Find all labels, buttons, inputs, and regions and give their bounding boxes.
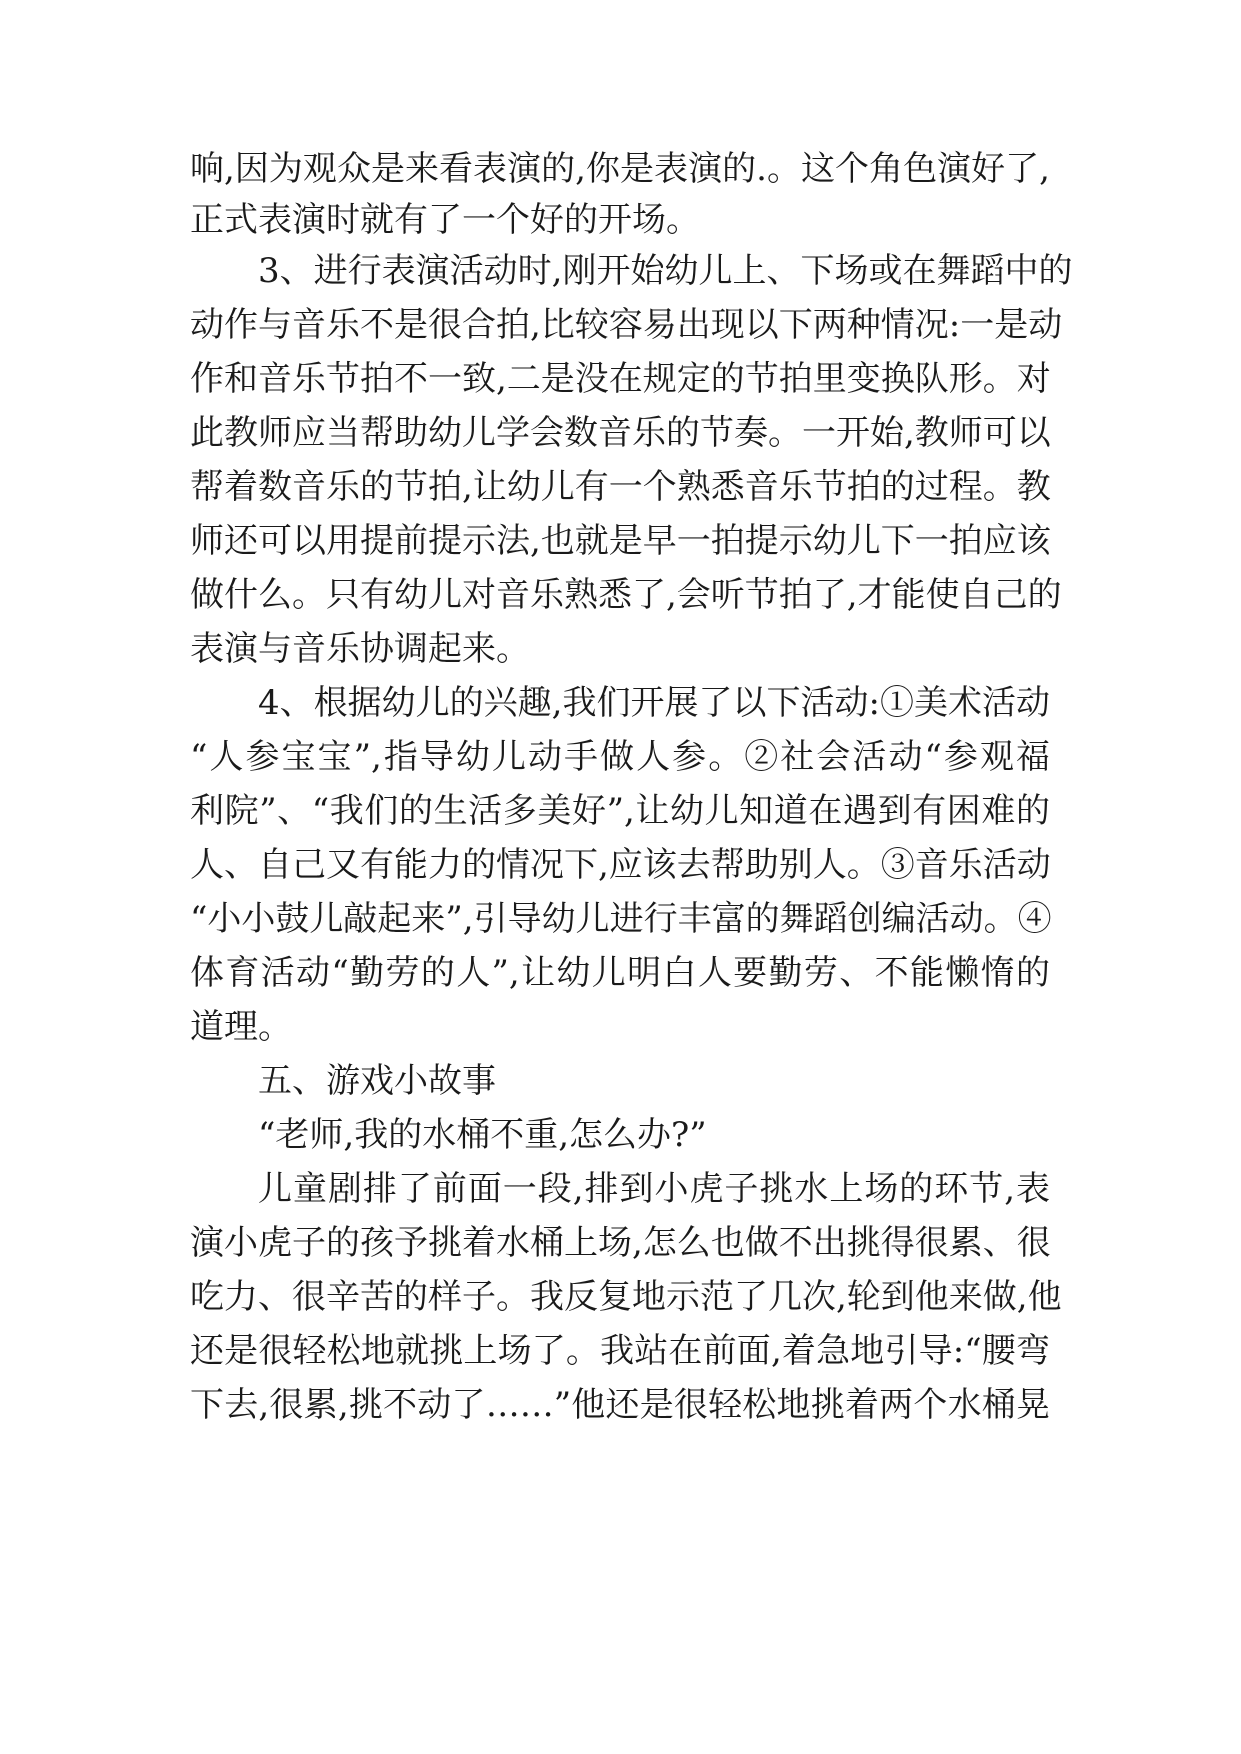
text-line: 利院”、“我们的生活多美好”,让幼儿知道在遇到有困难的 [190, 791, 1050, 831]
text-line: 帮着数音乐的节拍,让幼儿有一个熟悉音乐节拍的过程。教 [190, 467, 1051, 507]
text-line: 师还可以用提前提示法,也就是早一拍提示幼儿下一拍应该 [190, 521, 1051, 561]
text-line: 表演与音乐协调起来。 [190, 629, 530, 669]
text-line: 动作与音乐不是很合拍,比较容易出现以下两种情况:一是动 [190, 305, 1063, 345]
text-line: 响,因为观众是来看表演的,你是表演的.。这个角色演好了, [190, 149, 1050, 189]
text-line: 下去,很累,挑不动了……”他还是很轻松地挑着两个水桶晃 [190, 1385, 1050, 1425]
text-line: 此教师应当帮助幼儿学会数音乐的节奏。一开始,教师可以 [190, 413, 1051, 453]
text-line: 还是很轻松地就挑上场了。我站在前面,着急地引导:“腰弯 [190, 1331, 1050, 1371]
text-line: 吃力、很辛苦的样子。我反复地示范了几次,轮到他来做,他 [190, 1277, 1062, 1317]
text-line: 人、自己又有能力的情况下,应该去帮助别人。③音乐活动 [190, 845, 1051, 885]
text-line: 道理。 [190, 1007, 292, 1047]
text-line: 做什么。只有幼儿对音乐熟悉了,会听节拍了,才能使自己的 [190, 575, 1062, 615]
text-line: 作和音乐节拍不一致,二是没在规定的节拍里变换队形。对 [190, 359, 1051, 399]
text-line: 儿童剧排了前面一段,排到小虎子挑水上场的环节,表 [258, 1169, 1050, 1209]
text-line: 体育活动“勤劳的人”,让幼儿明白人要勤劳、不能懒惰的 [190, 953, 1050, 993]
text-line: 演小虎子的孩予挑着水桶上场,怎么也做不出挑得很累、很 [190, 1223, 1051, 1263]
section-heading: 五、游戏小故事 [258, 1061, 496, 1101]
text-line: “人参宝宝”,指导幼儿动手做人参。②社会活动“参观福 [190, 737, 1050, 777]
text-line: “小小鼓儿敲起来”,引导幼儿进行丰富的舞蹈创编活动。④ [190, 899, 1052, 939]
story-title: “老师,我的水桶不重,怎么办?” [258, 1115, 707, 1155]
text-line: 4、根据幼儿的兴趣,我们开展了以下活动:①美术活动 [258, 683, 1050, 723]
text-line: 3、进行表演活动时,刚开始幼儿上、下场或在舞蹈中的 [258, 251, 1073, 291]
text-line: 正式表演时就有了一个好的开场。 [190, 200, 700, 240]
